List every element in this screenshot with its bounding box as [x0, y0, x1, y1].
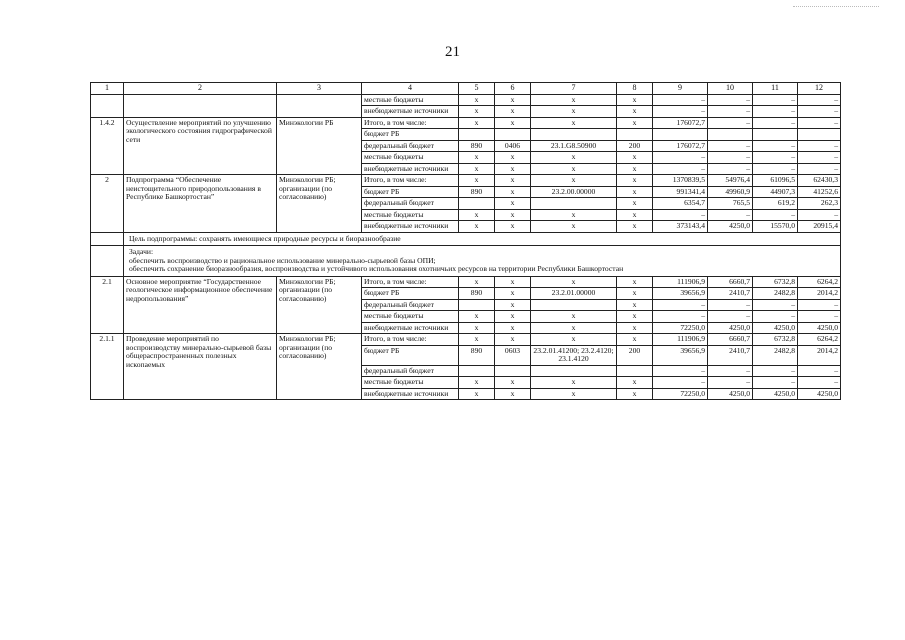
value-cell: х	[459, 106, 495, 118]
column-header: 3	[277, 83, 362, 95]
value-cell: х	[495, 311, 531, 323]
executor: Минэкологии РБ; организации (по согласованию)	[277, 276, 362, 334]
column-header: 10	[708, 83, 753, 95]
value-cell: –	[708, 117, 753, 129]
column-header: 7	[531, 83, 617, 95]
value-cell: х	[459, 209, 495, 221]
source-cell: местные бюджеты	[362, 94, 459, 106]
name-cell	[124, 94, 277, 117]
value-cell: –	[798, 152, 841, 164]
value-cell: 62430,3	[798, 175, 841, 187]
value-cell	[459, 198, 495, 210]
value-cell: 2014,2	[798, 288, 841, 300]
value-cell: 200	[617, 345, 653, 365]
value-cell: –	[653, 106, 708, 118]
column-header: 9	[653, 83, 708, 95]
value-cell	[531, 129, 617, 141]
goal-text: Цель подпрограммы: сохранять имеющиеся природные ресурсы и биоразнообразие	[124, 232, 841, 246]
value-cell: –	[708, 163, 753, 175]
item-name: Осуществление мероприятий по улучшению экологического состояния гидрографической сети	[124, 117, 277, 175]
value-cell: 1370839,5	[653, 175, 708, 187]
value-cell: –	[753, 163, 798, 175]
value-cell	[798, 129, 841, 141]
value-cell: –	[708, 152, 753, 164]
value-cell	[531, 198, 617, 210]
value-cell: –	[708, 377, 753, 389]
value-cell: х	[459, 311, 495, 323]
value-cell: –	[753, 106, 798, 118]
column-header: 2	[124, 83, 277, 95]
value-cell: –	[798, 299, 841, 311]
value-cell: х	[495, 322, 531, 334]
num-cell	[91, 246, 124, 277]
value-cell: х	[459, 152, 495, 164]
value-cell: х	[617, 288, 653, 300]
header-row	[91, 83, 841, 95]
value-cell: х	[617, 94, 653, 106]
value-cell: х	[531, 175, 617, 187]
value-cell: 111906,9	[653, 276, 708, 288]
value-cell: –	[798, 365, 841, 377]
column-header: 6	[495, 83, 531, 95]
value-cell: х	[459, 175, 495, 187]
source-cell: местные бюджеты	[362, 209, 459, 221]
value-cell: –	[708, 365, 753, 377]
source-cell: внебюджетные источники	[362, 388, 459, 400]
tasks-text	[124, 246, 841, 277]
value-cell: 6354,7	[653, 198, 708, 210]
source-cell: Итого, в том числе:	[362, 334, 459, 346]
value-cell: 200	[617, 140, 653, 152]
continuation-row	[91, 94, 841, 106]
column-header: 1	[91, 83, 124, 95]
executor: Минэкологии РБ; организации (по согласованию)	[277, 175, 362, 233]
value-cell: х	[495, 221, 531, 233]
value-cell: х	[459, 94, 495, 106]
value-cell: –	[708, 311, 753, 323]
value-cell: х	[617, 152, 653, 164]
value-cell: –	[798, 377, 841, 389]
value-cell: х	[495, 186, 531, 198]
value-cell: 39656,9	[653, 345, 708, 365]
value-cell: –	[708, 209, 753, 221]
value-cell: х	[495, 388, 531, 400]
value-cell: х	[495, 117, 531, 129]
value-cell	[495, 129, 531, 141]
value-cell: 111906,9	[653, 334, 708, 346]
value-cell: 890	[459, 186, 495, 198]
value-cell: х	[459, 221, 495, 233]
value-cell: –	[798, 163, 841, 175]
value-cell: х	[459, 276, 495, 288]
value-cell: х	[617, 198, 653, 210]
value-cell: 20915,4	[798, 221, 841, 233]
value-cell: х	[459, 334, 495, 346]
source-cell: Итого, в том числе:	[362, 175, 459, 187]
value-cell: 619,2	[753, 198, 798, 210]
value-cell: 890	[459, 288, 495, 300]
value-cell: 262,3	[798, 198, 841, 210]
value-cell: –	[798, 117, 841, 129]
value-cell: х	[531, 163, 617, 175]
value-cell: х	[617, 117, 653, 129]
value-cell: –	[798, 106, 841, 118]
value-cell: х	[617, 299, 653, 311]
value-cell: 0406	[495, 140, 531, 152]
value-cell: 72250,0	[653, 388, 708, 400]
value-cell: х	[531, 311, 617, 323]
value-cell: 49960,9	[708, 186, 753, 198]
value-cell	[753, 129, 798, 141]
value-cell: 373143,4	[653, 221, 708, 233]
column-header: 4	[362, 83, 459, 95]
value-cell: –	[753, 311, 798, 323]
num-cell	[91, 94, 124, 117]
value-cell: –	[653, 377, 708, 389]
value-cell	[531, 299, 617, 311]
value-cell: –	[753, 94, 798, 106]
value-cell: –	[798, 209, 841, 221]
value-cell: –	[798, 311, 841, 323]
task-line: Задачи:	[129, 247, 154, 257]
scan-mark	[793, 6, 879, 8]
source-cell: внебюджетные источники	[362, 322, 459, 334]
item-number: 2	[91, 175, 124, 233]
source-cell: бюджет РБ	[362, 345, 459, 365]
source-cell: внебюджетные источники	[362, 163, 459, 175]
value-cell: х	[617, 221, 653, 233]
value-cell: 6732,8	[753, 276, 798, 288]
value-cell: –	[708, 94, 753, 106]
value-cell: х	[495, 377, 531, 389]
value-cell: х	[531, 221, 617, 233]
value-cell: 2014,2	[798, 345, 841, 365]
source-cell: местные бюджеты	[362, 152, 459, 164]
executor: Минэкологии РБ	[277, 117, 362, 175]
value-cell: 23.1.G8.50900	[531, 140, 617, 152]
item-name: Проведение мероприятий по воспроизводству минерально-сырьевой базы общераспространенных полезных ископаемых	[124, 334, 277, 400]
value-cell: 6660,7	[708, 276, 753, 288]
value-cell	[617, 129, 653, 141]
page-number: 21	[445, 44, 460, 60]
value-cell	[653, 129, 708, 141]
value-cell: –	[798, 94, 841, 106]
value-cell: х	[531, 322, 617, 334]
value-cell: 15570,0	[753, 221, 798, 233]
value-cell: 4250,0	[798, 322, 841, 334]
value-cell: х	[617, 388, 653, 400]
source-cell: федеральный бюджет	[362, 365, 459, 377]
value-cell: х	[531, 94, 617, 106]
value-cell: 23.2.00.00000	[531, 186, 617, 198]
value-cell: 23.2.01.41200; 23.2.4120; 23.1.4120	[531, 345, 617, 365]
value-cell: –	[708, 299, 753, 311]
section-row	[91, 276, 841, 288]
task-line: обеспечить воспроизводство и рациональное использование минерально-сырьевой базы ОПИ;	[129, 255, 436, 265]
value-cell: х	[531, 276, 617, 288]
value-cell: 44907,3	[753, 186, 798, 198]
value-cell: 41252,6	[798, 186, 841, 198]
value-cell: х	[495, 94, 531, 106]
value-cell: х	[495, 334, 531, 346]
value-cell: х	[495, 175, 531, 187]
value-cell: 61096,5	[753, 175, 798, 187]
source-cell: бюджет РБ	[362, 129, 459, 141]
column-header: 8	[617, 83, 653, 95]
value-cell: х	[531, 388, 617, 400]
value-cell: х	[531, 117, 617, 129]
value-cell: 39656,9	[653, 288, 708, 300]
item-name: Основное мероприятие “Государственное геологическое информационное обеспечение недропользования”	[124, 276, 277, 334]
value-cell: 6264,2	[798, 334, 841, 346]
value-cell: х	[617, 377, 653, 389]
source-cell: местные бюджеты	[362, 311, 459, 323]
value-cell: 890	[459, 345, 495, 365]
value-cell	[708, 129, 753, 141]
value-cell: х	[531, 152, 617, 164]
value-cell	[459, 129, 495, 141]
column-header: 5	[459, 83, 495, 95]
value-cell: х	[531, 209, 617, 221]
value-cell: х	[617, 106, 653, 118]
value-cell: –	[653, 152, 708, 164]
value-cell: –	[753, 299, 798, 311]
source-cell: Итого, в том числе:	[362, 117, 459, 129]
source-cell: внебюджетные источники	[362, 106, 459, 118]
value-cell: х	[495, 106, 531, 118]
tasks-row	[91, 246, 841, 277]
value-cell: 176072,7	[653, 140, 708, 152]
value-cell: х	[495, 152, 531, 164]
item-number: 2.1	[91, 276, 124, 334]
value-cell: х	[531, 377, 617, 389]
value-cell: –	[653, 163, 708, 175]
value-cell: –	[753, 377, 798, 389]
source-cell: местные бюджеты	[362, 377, 459, 389]
value-cell: –	[653, 311, 708, 323]
value-cell: х	[531, 106, 617, 118]
value-cell: –	[708, 140, 753, 152]
value-cell: х	[495, 299, 531, 311]
source-cell: бюджет РБ	[362, 186, 459, 198]
executor-cell	[277, 94, 362, 117]
value-cell: х	[459, 163, 495, 175]
section-row	[91, 334, 841, 346]
value-cell: –	[753, 152, 798, 164]
value-cell: 890	[459, 140, 495, 152]
value-cell: –	[653, 365, 708, 377]
source-cell: бюджет РБ	[362, 288, 459, 300]
value-cell: 6732,8	[753, 334, 798, 346]
goal-row	[91, 232, 841, 246]
value-cell: 4250,0	[753, 388, 798, 400]
value-cell: 2482,8	[753, 288, 798, 300]
value-cell: 4250,0	[708, 322, 753, 334]
item-number: 1.4.2	[91, 117, 124, 175]
value-cell: –	[753, 365, 798, 377]
source-cell: Итого, в том числе:	[362, 276, 459, 288]
value-cell: х	[495, 288, 531, 300]
value-cell: 54976,4	[708, 175, 753, 187]
budget-table	[90, 82, 841, 400]
source-cell: федеральный бюджет	[362, 140, 459, 152]
value-cell: х	[459, 322, 495, 334]
value-cell: 2410,7	[708, 288, 753, 300]
value-cell: –	[653, 299, 708, 311]
value-cell: х	[617, 276, 653, 288]
value-cell: –	[653, 94, 708, 106]
value-cell: 6264,2	[798, 276, 841, 288]
value-cell: х	[617, 186, 653, 198]
item-name: Подпрограмма “Обеспечение неистощительного природопользования в Республике Башкортостан”	[124, 175, 277, 233]
value-cell: 0603	[495, 345, 531, 365]
value-cell: х	[495, 209, 531, 221]
value-cell: 176072,7	[653, 117, 708, 129]
value-cell: х	[459, 377, 495, 389]
column-header: 11	[753, 83, 798, 95]
section-row	[91, 175, 841, 187]
value-cell: –	[753, 209, 798, 221]
value-cell: –	[753, 117, 798, 129]
value-cell: х	[617, 209, 653, 221]
value-cell: 6660,7	[708, 334, 753, 346]
value-cell: х	[617, 163, 653, 175]
value-cell: х	[617, 322, 653, 334]
value-cell	[459, 299, 495, 311]
source-cell: федеральный бюджет	[362, 299, 459, 311]
value-cell: х	[459, 388, 495, 400]
executor: Минэкологии РБ; организации (по согласованию)	[277, 334, 362, 400]
value-cell: –	[653, 209, 708, 221]
value-cell: х	[617, 311, 653, 323]
value-cell: х	[495, 198, 531, 210]
value-cell: х	[495, 163, 531, 175]
value-cell: 4250,0	[753, 322, 798, 334]
value-cell: 2482,8	[753, 345, 798, 365]
value-cell: –	[753, 140, 798, 152]
value-cell: х	[495, 276, 531, 288]
section-row	[91, 117, 841, 129]
value-cell: –	[708, 106, 753, 118]
value-cell	[617, 365, 653, 377]
value-cell	[495, 365, 531, 377]
num-cell	[91, 232, 124, 246]
value-cell: 991341,4	[653, 186, 708, 198]
value-cell: 23.2.01.00000	[531, 288, 617, 300]
value-cell	[459, 365, 495, 377]
column-header: 12	[798, 83, 841, 95]
task-line: обеспечить сохранение биоразнообразия, воспроизводства и устойчивого использования охотничьих ресурсов на территории Республики Башкортостан	[129, 264, 624, 274]
value-cell	[531, 365, 617, 377]
value-cell: 4250,0	[708, 388, 753, 400]
value-cell: х	[617, 175, 653, 187]
value-cell: –	[798, 140, 841, 152]
source-cell: внебюджетные источники	[362, 221, 459, 233]
value-cell: 72250,0	[653, 322, 708, 334]
value-cell: 2410,7	[708, 345, 753, 365]
value-cell: х	[617, 334, 653, 346]
source-cell: федеральный бюджет	[362, 198, 459, 210]
value-cell: 765,5	[708, 198, 753, 210]
value-cell: х	[531, 334, 617, 346]
value-cell: х	[459, 117, 495, 129]
item-number: 2.1.1	[91, 334, 124, 400]
value-cell: 4250,0	[708, 221, 753, 233]
value-cell: 4250,0	[798, 388, 841, 400]
